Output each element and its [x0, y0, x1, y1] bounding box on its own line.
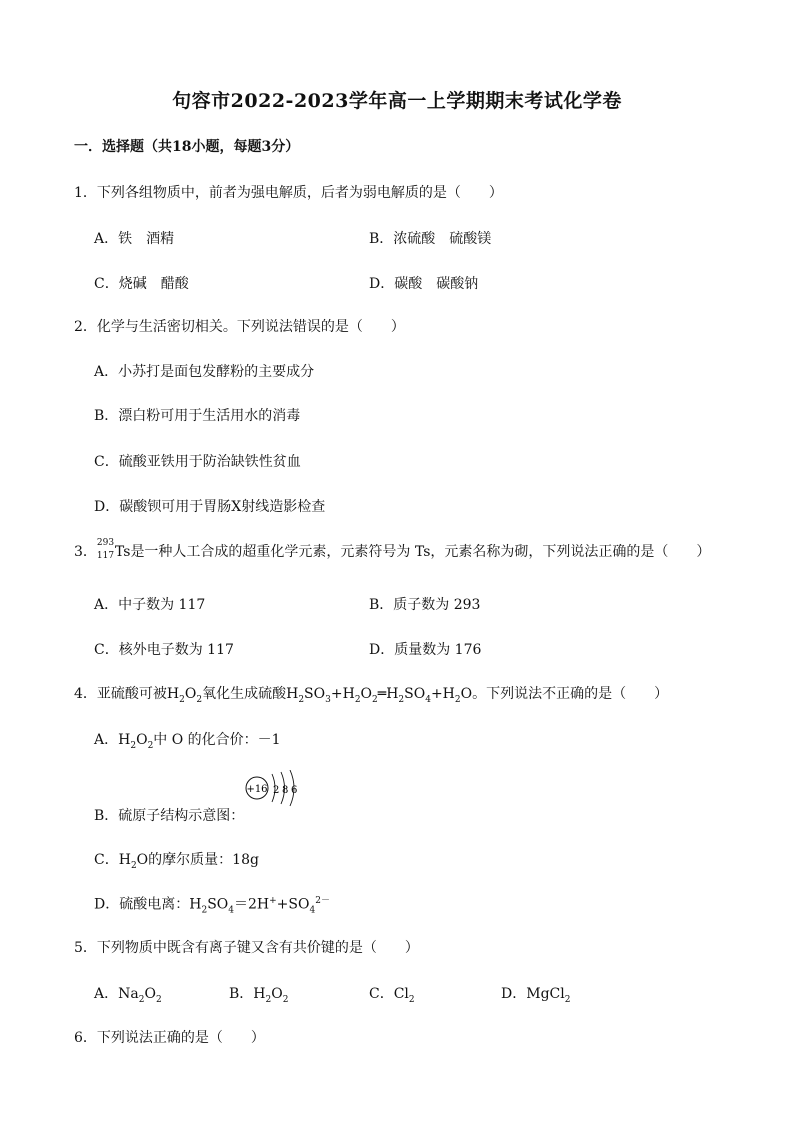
question-3-option-c: C．核外电子数为 117	[94, 642, 234, 658]
option-d-label: D．	[501, 986, 527, 1002]
question-3-option-a: A．中子数为 117	[94, 597, 206, 613]
page-title: 句容市2022-2023学年高一上学期期末考试化学卷	[172, 90, 622, 112]
question-3-text: 是一种人工合成的超重化学元素，元素符号为 Ts，元素名称为砌，下列说法正确的是（ ）	[130, 544, 711, 560]
element-symbol: Ts	[114, 544, 131, 560]
question-6-stem: 6．下列说法正确的是（ ）	[74, 1030, 265, 1046]
question-1-option-c: C．烧碱 醋酸	[94, 276, 189, 292]
question-2-option-c: C．硫酸亚铁用于防治缺铁性贫血	[94, 454, 301, 470]
question-5-option-b: B．$H_2O_2$	[229, 986, 289, 1005]
question-4-option-c: C．$H_2O$的摩尔质量：18g	[94, 852, 259, 871]
question-2-stem: 2．化学与生活密切相关。下列说法错误的是（ ）	[74, 319, 405, 335]
question-3-number: 3．	[74, 544, 97, 560]
question-4-option-a: A．$H_2O_2$中 O 的化合价：－1	[94, 732, 281, 751]
option-d-label: D．硫酸电离：	[94, 896, 190, 913]
option-a-label: A．	[94, 986, 119, 1002]
shell-1-count: 2	[273, 785, 280, 796]
option-c-label: C．	[94, 852, 119, 868]
question-4-option-d: D．硫酸电离：$H_2SO_4=2H^++SO_4^{2-}$	[94, 896, 330, 916]
question-4-option-b: B．硫原子结构示意图：	[94, 808, 245, 824]
option-a-text: 中 O 的化合价：－1	[153, 732, 281, 748]
shell-3-count: 6	[291, 785, 298, 796]
nucleus-charge: +16	[246, 784, 268, 795]
isotope-notation	[96, 538, 115, 562]
question-5-option-d: D．MgCl$_2$	[501, 986, 571, 1005]
question-5-stem: 5．下列物质中既含有离子键又含有共价键的是（ ）	[74, 940, 419, 956]
sulfur-atom-diagram-icon	[242, 770, 312, 810]
question-4-text-2: 氧化生成硫酸	[202, 686, 287, 702]
question-4-stem: 4．亚硫酸可被$H_2O_2$氧化生成硫酸$H_2SO_3+H_2O_2═H_2SO_4+H_2O$。下列说法不正确的是（ ）	[74, 686, 669, 705]
question-2-option-b: B．漂白粉可用于生活用水的消毒	[94, 408, 301, 424]
question-1-option-b: B．浓硫酸 硫酸镁	[369, 231, 492, 247]
question-1-stem: 1．下列各组物质中，前者为强电解质，后者为弱电解质的是（ ）	[74, 185, 503, 201]
option-a-label: A．	[94, 732, 119, 748]
question-5-option-a: A．$Na_2O_2$	[94, 986, 162, 1005]
question-3-option-b: B．质子数为 293	[369, 597, 481, 613]
question-1-option-d: D．碳酸 碳酸钠	[369, 276, 479, 292]
question-2-option-d: D．碳酸钡可用于胃肠X射线造影检查	[94, 499, 326, 515]
question-3-option-d: D．质量数为 176	[369, 642, 482, 658]
question-3-stem	[74, 538, 711, 562]
question-4-text-3: 。下列说法不正确的是（ ）	[472, 686, 669, 702]
question-2-option-a: A．小苏打是面包发酵粉的主要成分	[94, 364, 315, 380]
shell-2-count: 8	[282, 785, 289, 796]
question-1-option-a: A．铁 酒精	[94, 231, 175, 247]
option-b-label: B．	[229, 986, 254, 1002]
question-5-option-c: C．$Cl_2$	[369, 986, 415, 1005]
option-c-text: 的摩尔质量：18g	[148, 852, 259, 868]
atomic-number: 117	[96, 551, 115, 561]
question-4-text-1: 4．亚硫酸可被	[74, 686, 167, 702]
option-c-label: C．	[369, 986, 394, 1002]
mass-number: 293	[96, 538, 115, 548]
section-heading: 一．选择题（共18小题，每题3分）	[74, 139, 300, 155]
